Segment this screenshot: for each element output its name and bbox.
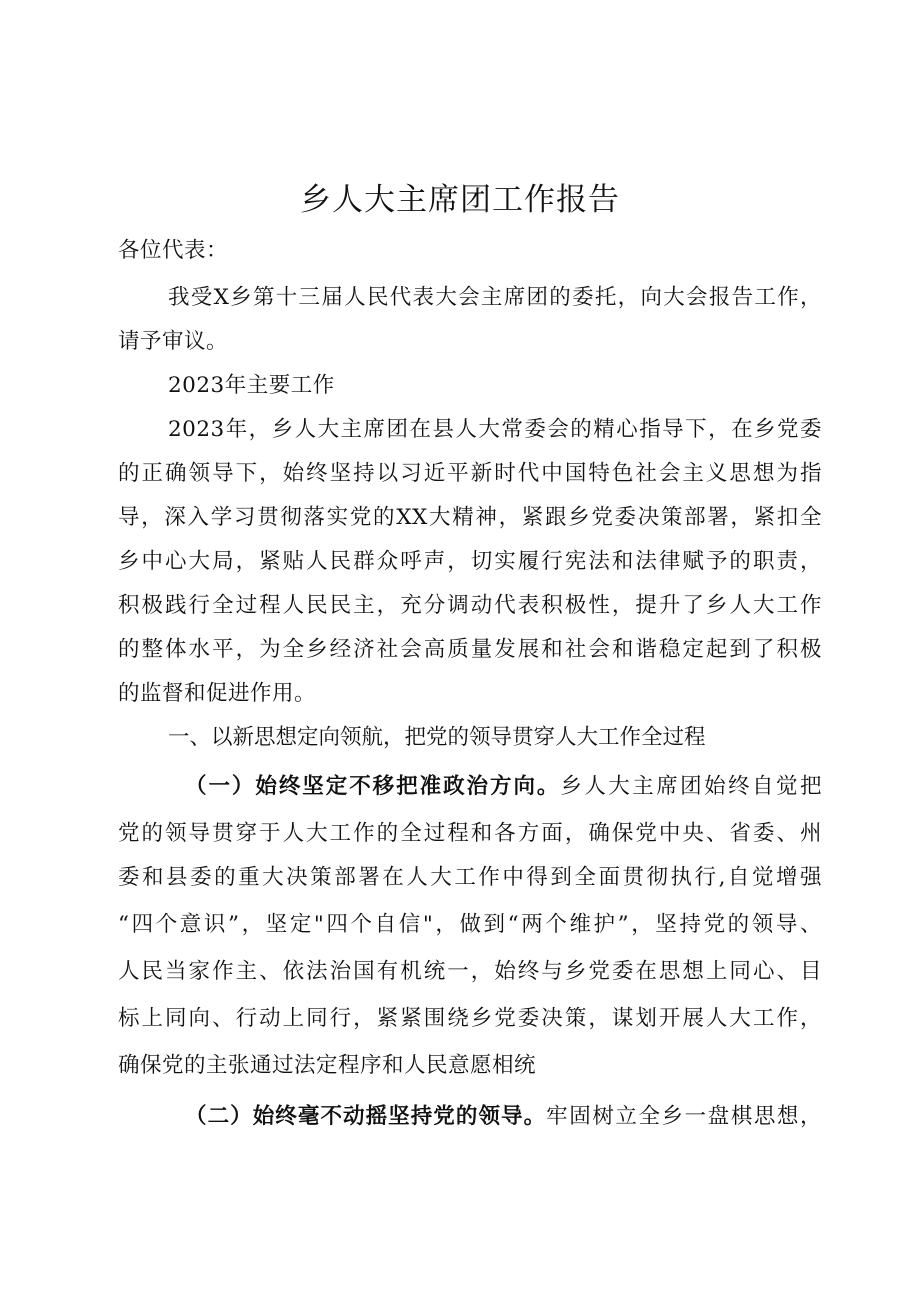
item-1-line-4: “四个意识”，坚定"四个自信"，做到“两个维护”，坚持党的领导、 [118,912,822,937]
item-1-line-5: 人民当家作主、依法治国有机统一，始终与乡党委在思想上同心、目 [118,959,822,984]
item-1-line-6: 标上同向、行动上同行，紧紧围绕乡党委决策，谋划开展人大工作， [118,1006,822,1031]
item-1-lead: （一）始终坚定不移把准政治方向。 [185,774,561,799]
document-title: 乡人大主席团工作报告 [300,182,620,218]
section-heading-1: 一、以新思想定向领航，把党的领导贯穿人大工作全过程 [168,725,706,750]
item-1-line-7: 确保党的主张通过法定程序和人民意愿相统 [118,1053,537,1078]
item-1-line-2: 党的领导贯穿于人大工作的全过程和各方面，确保党中央、省委、州 [118,821,822,846]
summary-line-6: 的整体水平，为全乡经济社会高质量发展和社会和谐稳定起到了积极 [118,637,822,662]
section-label: 2023年主要工作 [168,373,335,398]
item-2-lead: （二）始终毫不动摇坚持党的领导。 [185,1104,547,1129]
item-2-first-line-text: 牢固树立全乡一盘棋思想， [546,1104,822,1129]
item-1-first-line-text: 乡人大主席团始终自觉把 [560,774,822,799]
item-1-first-line [185,772,822,802]
intro-line-1: 我受X乡第十三届人民代表大会主席团的委托，向大会报告工作， [168,285,822,310]
summary-line-4: 乡中心大局，紧贴人民群众呼声，切实履行宪法和法律赋予的职责， [118,549,822,574]
summary-line-7: 的监督和促进作用。 [118,681,317,706]
summary-line-2: 的正确领导下，始终坚持以习近平新时代中国特色社会主义思想为指 [118,461,822,486]
summary-line-3: 导，深入学习贯彻落实党的XX大精神，紧跟乡党委决策部署，紧扣全 [118,505,822,530]
salutation: 各位代表： [118,238,229,263]
item-2-first-line [185,1102,822,1132]
summary-line-1: 2023年，乡人大主席团在县人大常委会的精心指导下，在乡党委 [168,417,822,442]
summary-line-5: 积极践行全过程人民民主，充分调动代表积极性，提升了乡人大工作 [118,593,822,618]
item-1-line-3: 委和县委的重大决策部署在人大工作中得到全面贯彻执行,自觉增强 [118,865,822,890]
intro-line-2: 请予审议。 [118,329,229,354]
